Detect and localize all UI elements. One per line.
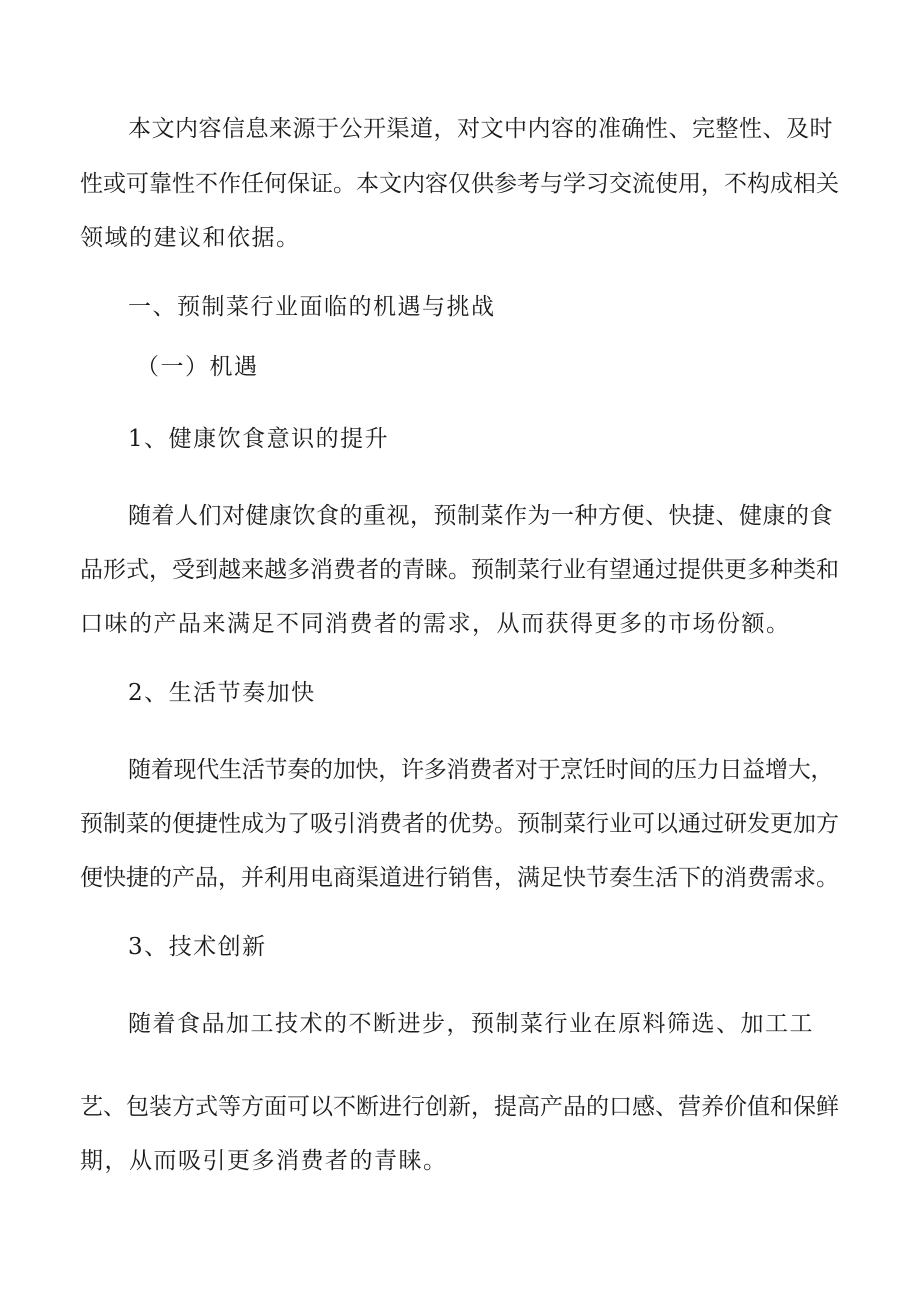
disclaimer-line-1: 本文内容信息来源于公开渠道，对文中内容的准确性、完整性、及时 [128, 116, 833, 142]
item1-line-3: 口味的产品来满足不同消费者的需求，从而获得更多的市场份额。 [80, 611, 791, 637]
item2-heading: 2、生活节奏加快 [128, 680, 316, 706]
item2-line-3: 便快捷的产品，并利用电商渠道进行销售，满足快节奏生活下的消费需求。 [80, 865, 839, 891]
item3-line-3: 期，从而吸引更多消费者的青睐。 [80, 1148, 448, 1174]
disclaimer-line-3: 领域的建议和依据。 [80, 225, 301, 251]
item3-line-1: 随着食品加工技术的不断进步，预制菜行业在原料筛选、加工工 [128, 1011, 814, 1037]
item1-heading: 1、健康饮食意识的提升 [128, 426, 390, 452]
item2-line-2: 预制菜的便捷性成为了吸引消费者的优势。预制菜行业可以通过研发更加方 [80, 811, 839, 837]
section-title: 一、预制菜行业面临的机遇与挑战 [128, 294, 496, 320]
item1-line-2: 品形式，受到越来越多消费者的青睐。预制菜行业有望通过提供更多种类和 [80, 557, 839, 583]
subsection-title: （一）机遇 [136, 354, 259, 380]
item1-line-1: 随着人们对健康饮食的重视，预制菜作为一种方便、快捷、健康的食 [128, 503, 833, 529]
item3-heading: 3、技术创新 [128, 934, 267, 960]
item3-line-2: 艺、包装方式等方面可以不断进行创新，提高产品的口感、营养价值和保鲜 [80, 1094, 839, 1120]
item2-line-1: 随着现代生活节奏的加快，许多消费者对于烹饪时间的压力日益增大， [128, 757, 834, 783]
disclaimer-line-2: 性或可靠性不作任何保证。本文内容仅供参考与学习交流使用，不构成相关 [80, 171, 839, 197]
